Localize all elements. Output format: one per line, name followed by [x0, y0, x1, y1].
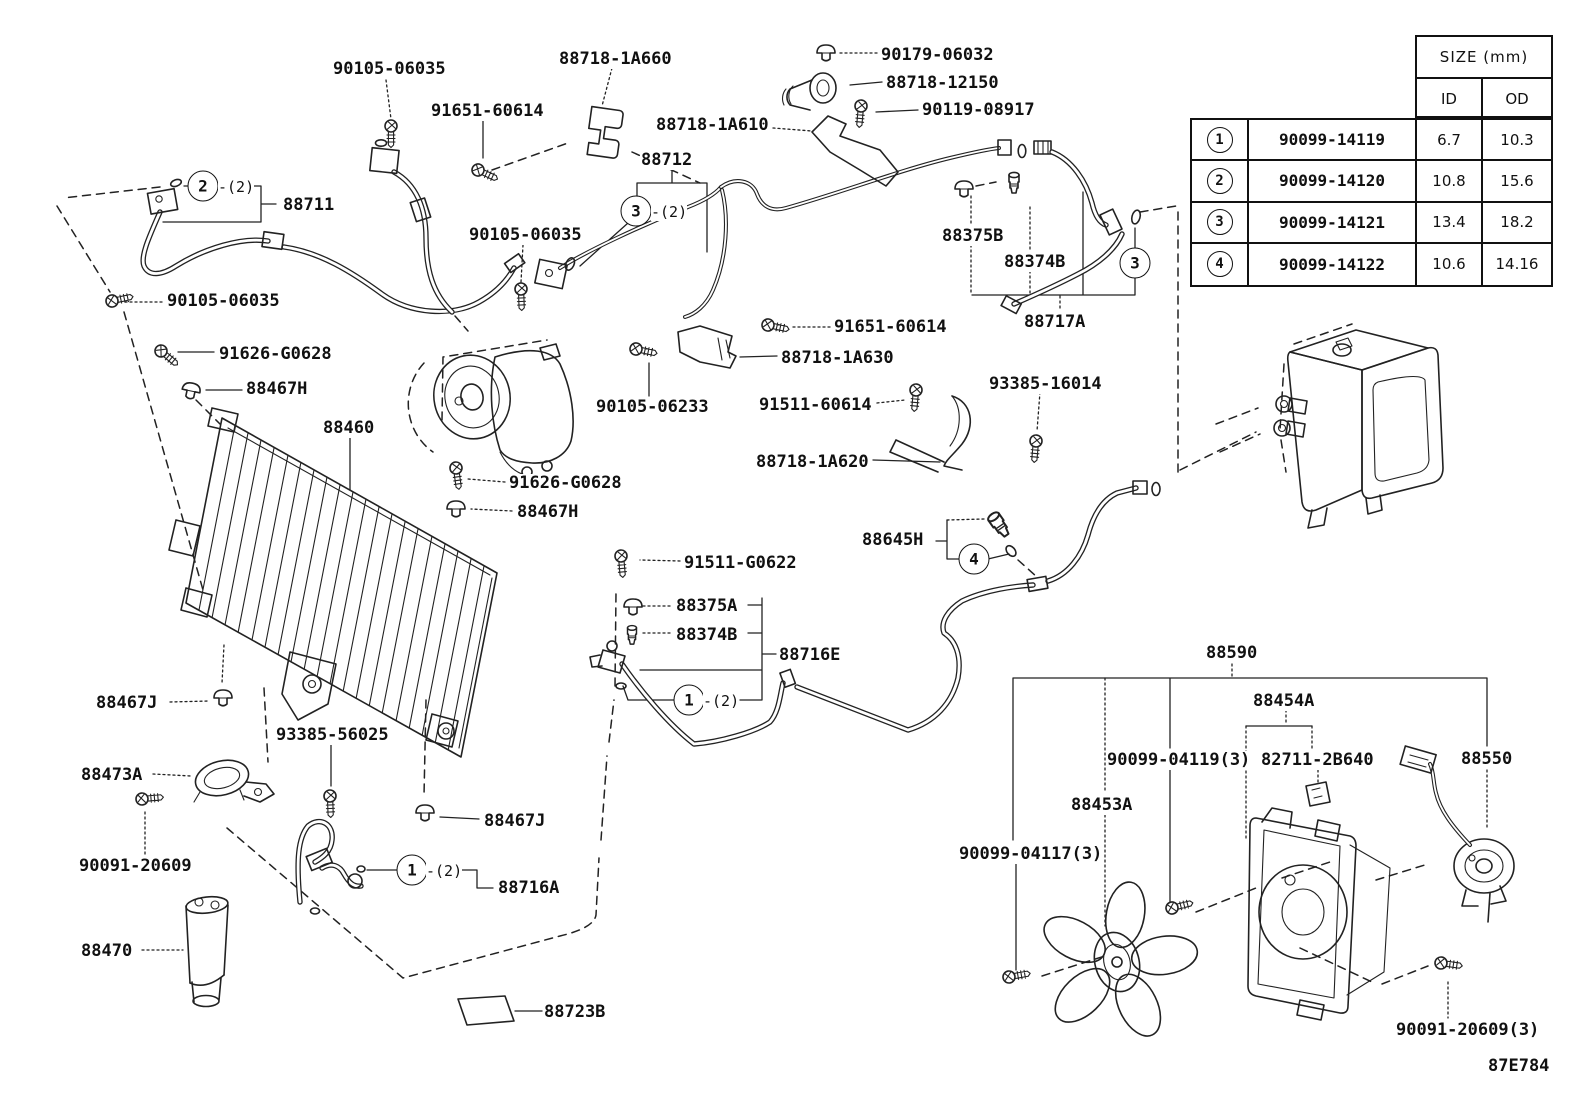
part-label-91626-G0628: 91626-G0628: [219, 344, 332, 364]
part-label-88467H: 88467H: [517, 502, 579, 522]
part-label-88550: 88550: [1461, 749, 1513, 769]
part-label-88718-12150: 88718-12150: [886, 73, 999, 93]
circled-number: 4: [1207, 251, 1233, 277]
callout-circle-2: 2: [188, 171, 219, 202]
part-label-91511-60614: 91511-60614: [759, 395, 872, 415]
qty-note: -(2): [218, 178, 255, 196]
callout-circle-4: 4: [959, 544, 990, 575]
part-label-90091-20609: 90091-20609: [79, 856, 192, 876]
part-label-88467J: 88467J: [96, 693, 158, 713]
part-label-88470: 88470: [81, 941, 133, 961]
qty-note: -(2): [426, 862, 463, 880]
part-label-88723B: 88723B: [544, 1002, 606, 1022]
part-label-88460: 88460: [323, 418, 375, 438]
table-row-num: [1192, 203, 1249, 244]
part-label-90105-06035: 90105-06035: [333, 59, 446, 79]
size-table-col-id: ID: [1417, 79, 1483, 118]
condenser-drawing: [169, 408, 497, 757]
table-part-number: 90099-14119: [1249, 120, 1417, 161]
callout-circle-3: 3: [1120, 248, 1151, 279]
circled-number: 2: [1207, 168, 1233, 194]
size-table: [1190, 35, 1553, 287]
part-label-88712: 88712: [641, 150, 693, 170]
part-label-90099-04119: 90099-04119(3): [1107, 750, 1251, 770]
part-label-88374B: 88374B: [676, 625, 738, 645]
part-label-93385-56025: 93385-56025: [276, 725, 389, 745]
fan-motor-drawing: [1400, 746, 1514, 922]
qty-note: -(2): [651, 203, 688, 221]
table-row-num: [1192, 120, 1249, 161]
part-label-90179-06032: 90179-06032: [881, 45, 994, 65]
table-od-value: 15.6: [1483, 161, 1551, 202]
table-row-num: [1192, 161, 1249, 202]
compressor-drawing: [426, 344, 573, 477]
part-label-88718-1A620: 88718-1A620: [756, 452, 869, 472]
part-label-91651-60614: 91651-60614: [431, 101, 544, 121]
circled-number: 3: [1207, 209, 1233, 235]
callout-circle-3: 3: [621, 196, 652, 227]
figure-code: 87E784: [1488, 1056, 1550, 1076]
part-label-88374B: 88374B: [1004, 252, 1066, 272]
part-label-88711: 88711: [283, 195, 335, 215]
table-od-value: 14.16: [1495, 255, 1539, 274]
part-label-88590: 88590: [1206, 643, 1258, 663]
part-label-88467H: 88467H: [246, 379, 308, 399]
part-label-90105-06035: 90105-06035: [167, 291, 280, 311]
part-label-93385-16014: 93385-16014: [989, 374, 1102, 394]
table-id-value: 13.4: [1417, 203, 1483, 244]
part-label-88717A: 88717A: [1024, 312, 1086, 332]
part-label-88645H: 88645H: [862, 530, 924, 550]
callout-circle-1: 1: [674, 685, 705, 716]
table-id-value: 6.7: [1417, 120, 1483, 161]
part-label-88454A: 88454A: [1253, 691, 1315, 711]
clip-82711-drawing: [1306, 782, 1330, 806]
suction-pipe-88716a-drawing: [298, 822, 365, 914]
part-label-91626-G0628: 91626-G0628: [509, 473, 622, 493]
part-label-90105-06233: 90105-06233: [596, 397, 709, 417]
part-label-88718-1A630: 88718-1A630: [781, 348, 894, 368]
callout-circle-1: 1: [397, 855, 428, 886]
qty-note: -(2): [703, 692, 740, 710]
table-part-number: 90099-14122: [1249, 244, 1417, 285]
size-table-col-od: OD: [1505, 89, 1529, 108]
size-table-title: SIZE (mm): [1417, 37, 1551, 79]
part-label-88718-1A660: 88718-1A660: [559, 49, 672, 69]
part-label-88718-1A610: 88718-1A610: [656, 115, 769, 135]
suction-hose-drawing: [370, 140, 452, 312]
part-label-82711-2B640: 82711-2B640: [1261, 750, 1374, 770]
part-label-90091-20609-3: 90091-20609(3): [1396, 1020, 1540, 1040]
part-label-90119-08917: 90119-08917: [922, 100, 1035, 120]
table-part-number: 90099-14120: [1249, 161, 1417, 202]
table-id-value: 10.8: [1417, 161, 1483, 202]
receiver-drier-88470-drawing: [185, 895, 228, 1007]
part-label-91511-G0622: 91511-G0622: [684, 553, 797, 573]
table-od-value: 18.2: [1483, 203, 1551, 244]
sticker-88723b: [458, 996, 514, 1025]
table-od-value: 10.3: [1483, 120, 1551, 161]
table-part-number: 90099-14121: [1249, 203, 1417, 244]
evaporator-drawing: [1274, 330, 1443, 528]
part-label-88473A: 88473A: [81, 765, 143, 785]
part-label-88716A: 88716A: [498, 878, 560, 898]
cooler-pipe-88712-drawing: [535, 140, 1142, 317]
part-label-90099-04117: 90099-04117(3): [959, 844, 1103, 864]
part-label-90105-06035: 90105-06035: [469, 225, 582, 245]
part-label-88453A: 88453A: [1071, 795, 1133, 815]
clamp-88473a-drawing: [192, 755, 274, 802]
part-label-88375A: 88375A: [676, 596, 738, 616]
part-label-91651-60614: 91651-60614: [834, 317, 947, 337]
table-row-num: [1192, 244, 1249, 285]
circled-number: 1: [1207, 127, 1233, 153]
table-id-value: 10.6: [1417, 244, 1483, 285]
part-label-88375B: 88375B: [942, 226, 1004, 246]
fan-shroud-drawing: [1248, 782, 1390, 1020]
part-label-88716E: 88716E: [779, 645, 841, 665]
part-label-88467J: 88467J: [484, 811, 546, 831]
